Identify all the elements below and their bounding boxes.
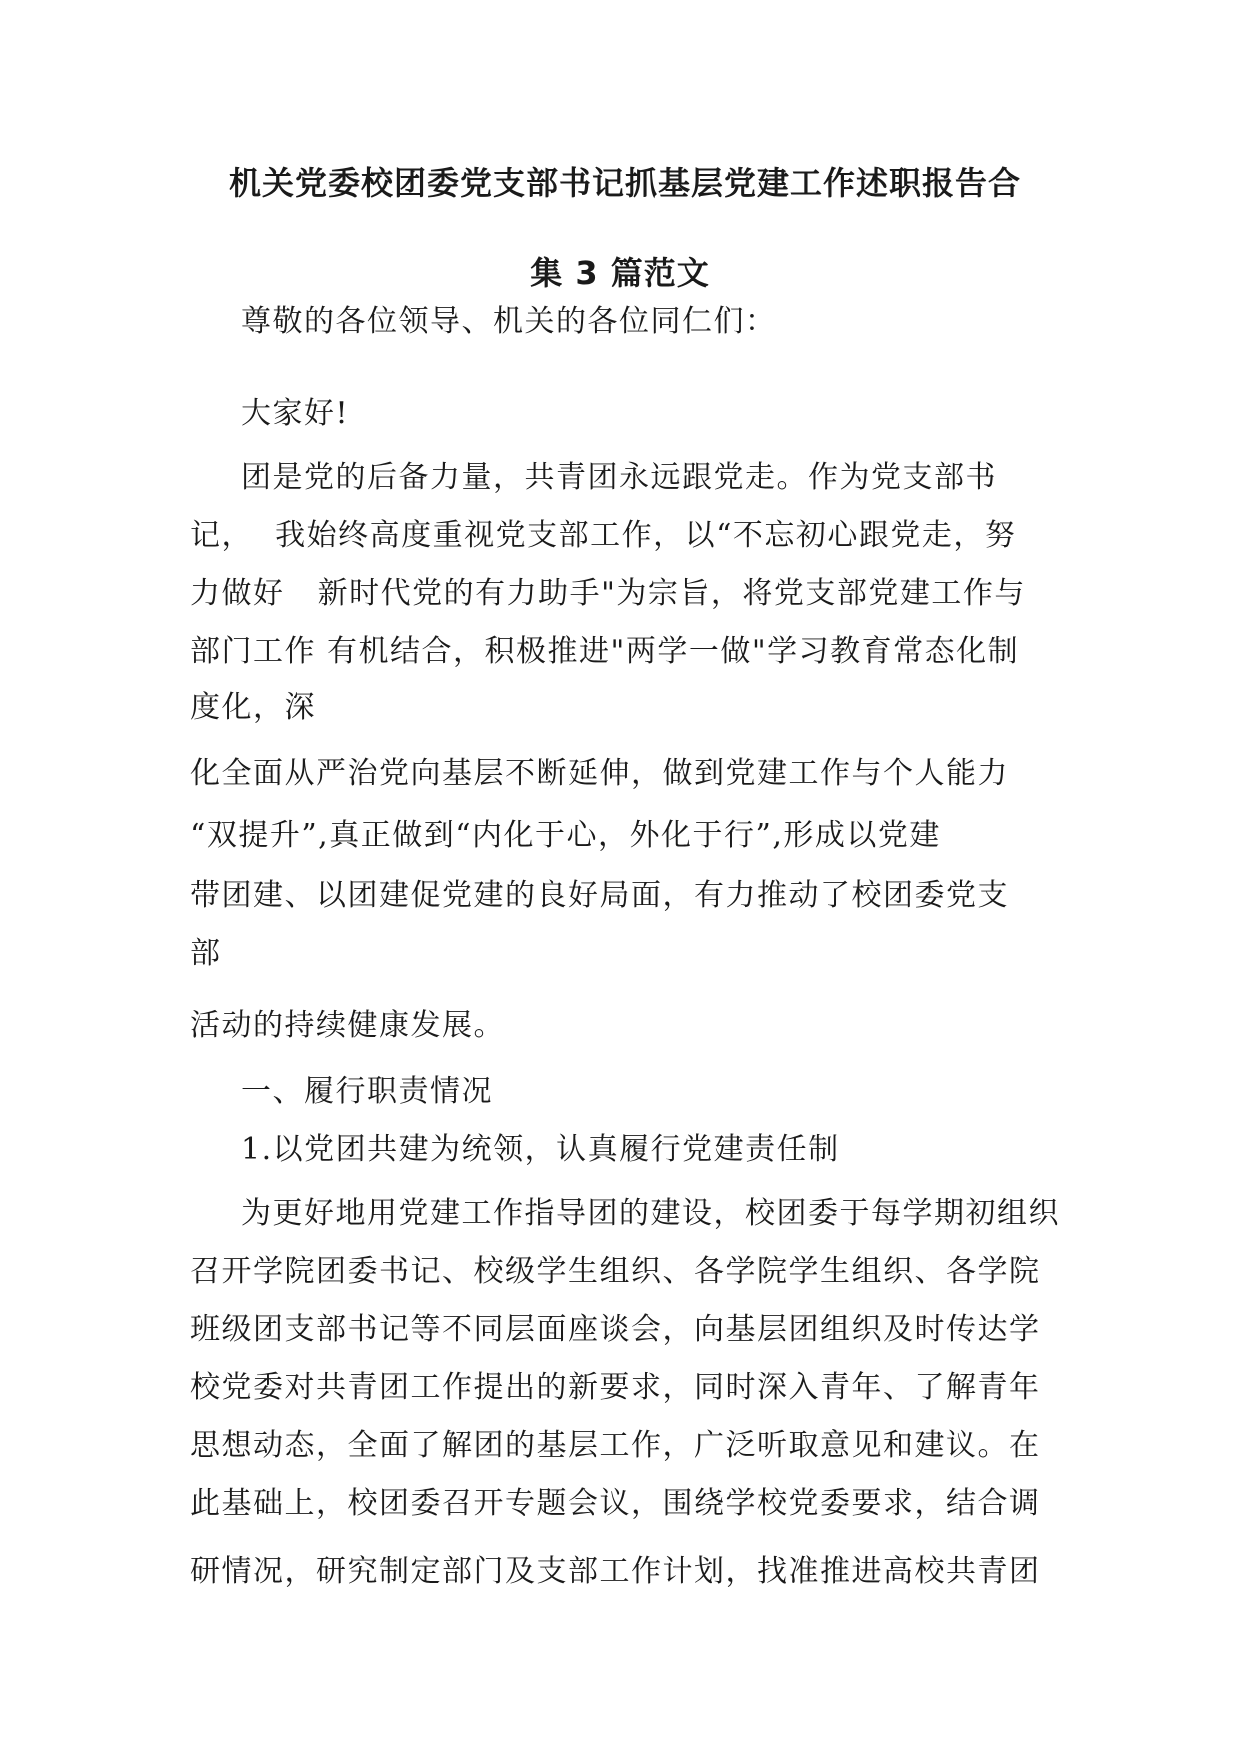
paragraph-line: 记， 我始终高度重视党支部工作，以“不忘初心跟党走，努 <box>190 518 1017 553</box>
document-title-line-1: 机关党委校团委党支部书记抓基层党建工作述职报告合 <box>228 164 1021 202</box>
paragraph-line: 为更好地用党建工作指导团的建设，校团委于每学期初组织 <box>241 1196 1060 1231</box>
section-heading: 一、履行职责情况 <box>241 1074 493 1109</box>
salutation: 尊敬的各位领导、机关的各位同仁们： <box>241 304 777 339</box>
paragraph-line: 校党委对共青团工作提出的新要求，同时深入青年、了解青年 <box>190 1370 1041 1405</box>
paragraph-line: 此基础上，校团委召开专题会议，围绕学校党委要求，结合调 <box>190 1486 1041 1521</box>
paragraph-line: 召开学院团委书记、校级学生组织、各学院学生组织、各学院 <box>190 1254 1041 1289</box>
paragraph-line: 团是党的后备力量，共青团永远跟党走。作为党支部书 <box>241 460 997 495</box>
greeting: 大家好! <box>241 396 350 431</box>
document-title-line-2: 集 3 篇范文 <box>530 254 710 292</box>
paragraph-line: 班级团支部书记等不同层面座谈会，向基层团组织及时传达学 <box>190 1312 1041 1347</box>
subsection-heading: 1.以党团共建为统领，认真履行党建责任制 <box>241 1132 840 1167</box>
paragraph-line: 部门工作 有机结合，积极推进"两学一做"学习教育常态化制 <box>190 634 1020 669</box>
paragraph-line: 力做好 新时代党的有力助手"为宗旨，将党支部党建工作与 <box>190 576 1026 611</box>
paragraph-line: 带团建、以团建促党建的良好局面，有力推动了校团委党支 <box>190 878 1009 913</box>
paragraph-line: “双提升”,真正做到“内化于心，外化于行”,形成以党建 <box>190 818 941 853</box>
paragraph-line: 活动的持续健康发展。 <box>190 1008 505 1043</box>
paragraph-line: 化全面从严治党向基层不断延伸，做到党建工作与个人能力 <box>190 756 1009 791</box>
paragraph-line: 部 <box>190 936 222 971</box>
paragraph-line: 思想动态，全面了解团的基层工作，广泛听取意见和建议。在 <box>190 1428 1041 1463</box>
paragraph-line: 度化，深 <box>190 690 316 725</box>
paragraph-line: 研情况，研究制定部门及支部工作计划，找准推进高校共青团 <box>190 1554 1041 1589</box>
